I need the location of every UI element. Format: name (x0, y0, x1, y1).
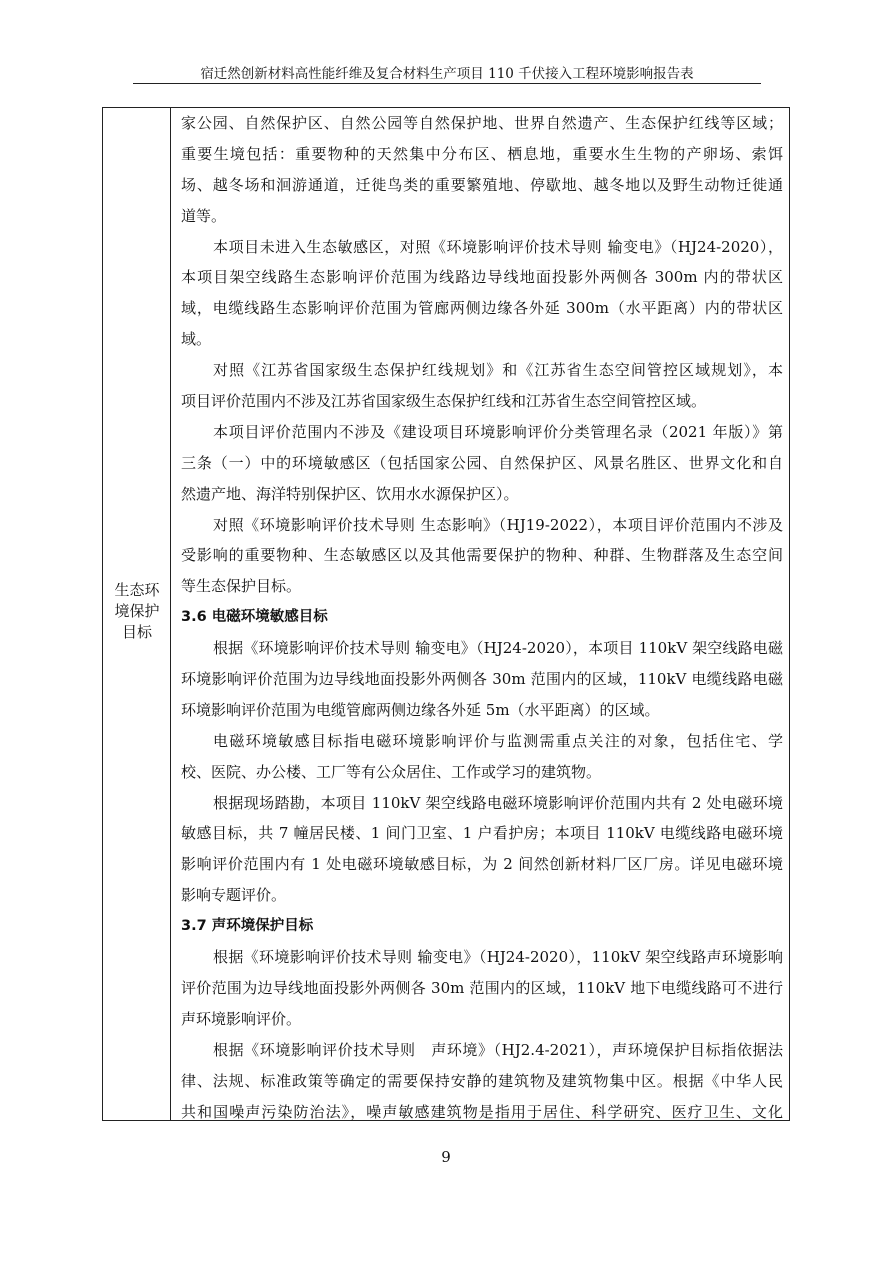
body-text-line: 受影响的重要物种、生态敏感区以及其他需要保护的物种、种群、生物群落及生态空间 (181, 546, 783, 565)
body-text-line: 根据《环境影响评价技术导则 声环境》（HJ2.4-2021），声环境保护目标指依据法 (213, 1040, 783, 1059)
section-heading: 3.6 电磁环境敏感目标 (181, 609, 328, 626)
body-text-line: 律、法规、标准政策等确定的需要保持安静的建筑物及建筑物集中区。根据《中华人民 (181, 1071, 783, 1090)
body-text-line: 对照《环境影响评价技术导则 生态影响》（HJ19-2022），本项目评价范围内不涉及 (213, 515, 783, 534)
section-heading: 3.7 声环境保护目标 (181, 918, 314, 935)
body-text-line: 重要生境包括：重要物种的天然集中分布区、栖息地，重要水生生物的产卵场、索饵 (181, 144, 783, 163)
body-text-line: 敏感目标，共 7 幢居民楼、1 间门卫室、1 户看护房；本项目 110kV 电缆线路电磁环境 (181, 824, 783, 843)
body-text-line: 然遗产地、海洋特别保护区、饮用水水源保护区）。 (181, 484, 519, 503)
body-text-line: 共和国噪声污染防治法》，噪声敏感建筑物是指用于居住、科学研究、医疗卫生、文化 (181, 1102, 783, 1121)
body-text-line: 校、医院、办公楼、工厂等有公众居住、工作或学习的建筑物。 (181, 762, 602, 781)
body-text-line: 场、越冬场和洄游通道，迁徙鸟类的重要繁殖地、停歇地、越冬地以及野生动物迁徙通 (181, 175, 783, 194)
body-text-line: 影响专题评价。 (181, 886, 287, 905)
body-text-line: 电磁环境敏感目标指电磁环境影响评价与监测需重点关注的对象，包括住宅、学 (213, 731, 783, 750)
report-header-title: 宿迁然创新材料高性能纤维及复合材料生产项目 110 千伏接入工程环境影响报告表 (200, 66, 694, 82)
header-divider (133, 83, 761, 84)
body-text-line: 根据现场踏勘，本项目 110kV 架空线路电磁环境影响评价范围内共有 2 处电磁环境 (213, 793, 783, 812)
body-text-line: 本项目评价范围内不涉及《建设项目环境影响评价分类管理名录（2021 年版）》第 (213, 422, 783, 441)
row-label (103, 580, 171, 643)
body-text-line: 本项目架空线路生态影响评价范围为线路边导线地面投影外两侧各 300m 内的带状区 (181, 268, 783, 287)
body-text-line: 道等。 (181, 206, 227, 225)
body-text-line: 域。 (181, 330, 212, 349)
body-text-line: 三条（一）中的环境敏感区（包括国家公园、自然保护区、风景名胜区、世界文化和自 (181, 453, 783, 472)
row-label-line: 境保护 (114, 602, 160, 620)
body-text-line: 对照《江苏省国家级生态保护红线规划》和《江苏省生态空间管控区域规划》，本 (213, 361, 783, 380)
content-cell (181, 108, 783, 1127)
body-text-line: 项目评价范围内不涉及江苏省国家级生态保护红线和江苏省生态空间管控区域。 (181, 392, 707, 411)
body-text-line: 评价范围为边导线地面投影外两侧各 30m 范围内的区域，110kV 地下电缆线路可不进行 (181, 978, 783, 997)
body-text-line: 声环境影响评价。 (181, 1009, 302, 1028)
page-number: 9 (441, 1148, 451, 1166)
content-table (102, 107, 790, 1121)
body-text-line: 家公园、自然保护区、自然公园等自然保护地、世界自然遗产、生态保护红线等区域； (181, 114, 783, 132)
body-text-line: 根据《环境影响评价技术导则 输变电》（HJ24-2020），110kV 架空线路声环境影响 (213, 948, 783, 967)
body-text-line: 域，电缆线路生态影响评价范围为管廊两侧边缘各外延 300m（水平距离）内的带状区 (181, 299, 783, 318)
body-text-line: 等生态保护目标。 (181, 577, 302, 596)
body-text-line: 根据《环境影响评价技术导则 输变电》（HJ24-2020），本项目 110kV 架空线路电磁 (213, 639, 783, 658)
body-text-line: 环境影响评价范围为电缆管廊两侧边缘各外延 5m（水平距离）的区域。 (181, 700, 660, 719)
body-text-line: 环境影响评价范围为边导线地面投影外两侧各 30m 范围内的区域，110kV 电缆线路电磁 (181, 670, 783, 689)
body-text-line: 本项目未进入生态敏感区，对照《环境影响评价技术导则 输变电》（HJ24-2020）， (213, 237, 783, 256)
body-text-line: 影响评价范围内有 1 处电磁环境敏感目标，为 2 间然创新材料厂区厂房。详见电磁环境 (181, 855, 783, 874)
row-label-line: 目标 (121, 623, 152, 641)
row-label-cell (103, 108, 171, 1120)
row-label-line: 生态环 (114, 581, 160, 599)
